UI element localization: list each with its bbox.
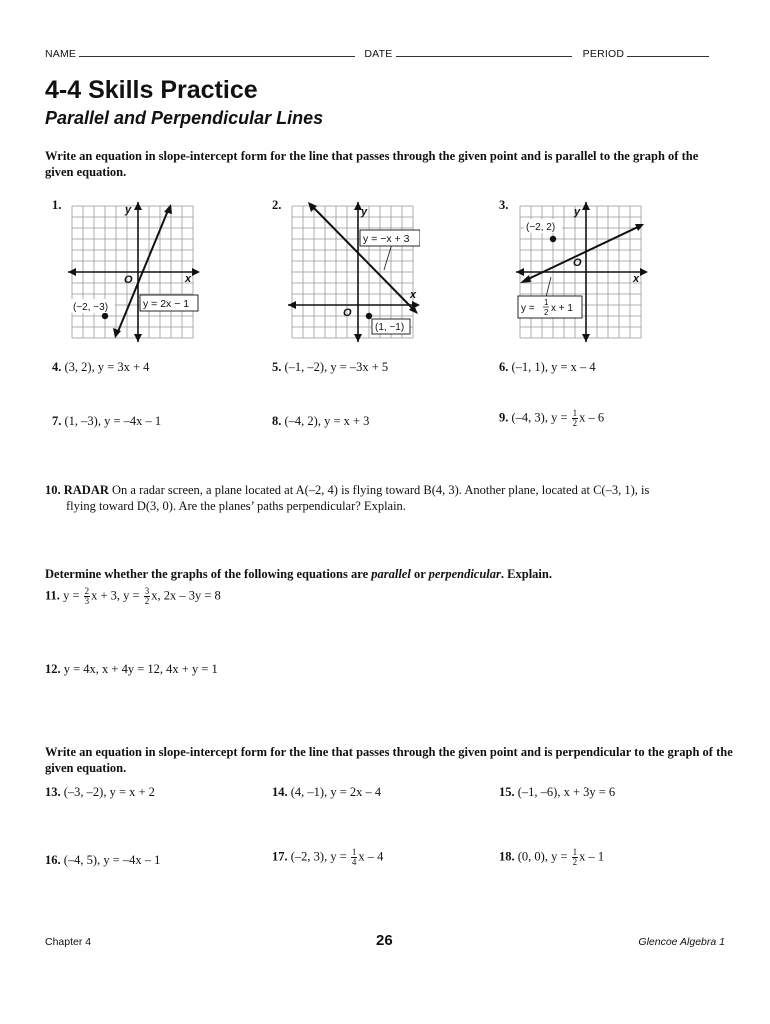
problem-11: 11. y = $\frac{2}{3}$ x + 3, y = $\frac{3}{2}$ x, 2x – 3y = 8 (45, 586, 221, 606)
name-label: NAME (45, 48, 77, 60)
graph2-point-label: (1, −1) (375, 322, 405, 333)
problem-18: 18. (0, 0), y = $\frac{1}{2}$ x – 1 (499, 847, 605, 867)
graph3-label-num: 1 (544, 298, 549, 307)
section3-instructions: Write an equation in slope-intercept form for the line that passes through the given point and is perpendicular to the graph of the given equation. (45, 745, 733, 775)
problem-6: 6. (–1, 1), y = x – 4 (499, 360, 596, 374)
graph2-x-label: x (410, 289, 417, 301)
graph2 (288, 202, 420, 342)
name-field[interactable] (79, 47, 355, 57)
problem-9: 9. (–4, 3), y = $\frac{1}{2}$ x – 6 (499, 408, 605, 428)
page-title: 4-4 Skills Practice (45, 76, 258, 104)
graph3-point-label: (−2, 2) (526, 222, 556, 233)
date-label: DATE (364, 48, 393, 60)
graph3-label-post: x + 1 (551, 303, 573, 314)
graph1-origin: O (124, 274, 133, 286)
header-bar (45, 47, 709, 60)
graph1-y-label: y (125, 204, 132, 216)
graph3-origin: O (573, 257, 582, 269)
section1-instructions: Write an equation in slope-intercept form for the line that passes through the given point and is parallel to the graph of the given equation. (45, 149, 699, 179)
footer-chapter: Chapter 4 (45, 936, 92, 948)
problem-13: 13. (–3, –2), y = x + 2 (45, 785, 155, 799)
graph3-label-den: 2 (544, 308, 549, 317)
graph2-number: 2. (272, 198, 282, 212)
problem-16: 16. (–4, 5), y = –4x – 1 (45, 853, 161, 867)
graph3 (516, 202, 648, 342)
graph2-line-label: y = −x + 3 (363, 233, 410, 245)
problem-15: 15. (–1, –6), x + 3y = 6 (499, 785, 616, 799)
graph1-point-label: (−2, −3) (73, 302, 109, 313)
problem-10: 10. RADAR On a radar screen, a plane located at A(–2, 4) is flying toward B(4, 3). Another plane, located at C(–3, 1), is (45, 483, 650, 497)
graph1-line-label: y = 2x − 1 (143, 298, 190, 310)
date-field[interactable] (396, 47, 572, 57)
problem-10-line2: flying toward D(3, 0). Are the planes’ paths perpendicular? Explain. (66, 499, 406, 513)
graph3-label-pre: y = (521, 303, 535, 314)
problem-8: 8. (–4, 2), y = x + 3 (272, 414, 370, 428)
problem-14: 14. (4, –1), y = 2x – 4 (272, 785, 382, 799)
graph2-origin: O (343, 307, 352, 319)
period-label: PERIOD (582, 48, 625, 60)
graph3-x-label: x (633, 273, 640, 285)
graph3-number: 3. (499, 198, 509, 212)
problem-4: 4. (3, 2), y = 3x + 4 (52, 360, 150, 374)
problem-5: 5. (–1, –2), y = –3x + 5 (272, 360, 389, 374)
section2-instructions: Determine whether the graphs of the following equations are parallel or perpendicular. Explain. (45, 567, 552, 581)
problem-7: 7. (1, –3), y = –4x – 1 (52, 414, 162, 428)
footer-page-number: 26 (376, 932, 393, 949)
graph3-y-label: y (574, 206, 581, 218)
problem-12: 12. y = 4x, x + 4y = 12, 4x + y = 1 (45, 662, 218, 676)
period-field[interactable] (627, 47, 709, 57)
page-subtitle: Parallel and Perpendicular Lines (45, 108, 324, 128)
graph1-number: 1. (52, 198, 62, 212)
footer-book: Glencoe Algebra 1 (638, 936, 725, 948)
problem-17: 17. (–2, 3), y = $\frac{1}{4}$ x – 4 (272, 847, 384, 867)
graph1-x-label: x (185, 273, 192, 285)
graph1 (68, 202, 200, 342)
graph2-y-label: y (361, 206, 368, 218)
